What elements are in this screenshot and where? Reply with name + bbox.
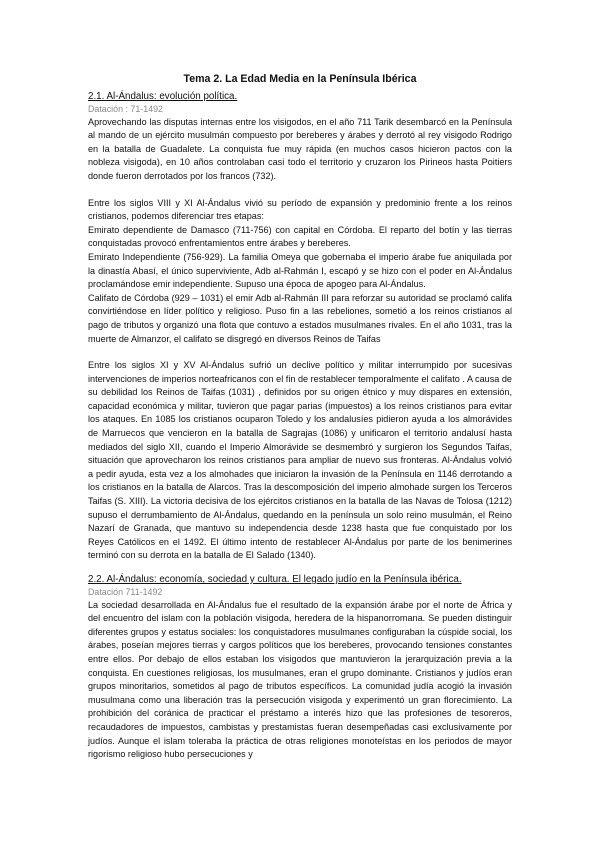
section-2 [88, 573, 512, 762]
paragraph: Emirato dependiente de Damasco (711-756) con capital en Córdoba. El reparto del botín y las tierras conquistadas provocó enfrentamientos entre árabes y bereberes. [88, 224, 512, 249]
paragraph: La sociedad desarrollada en Al-Ándalus fue el resultado de la expansión árabe por el norte de África y del encuentro del islam con la población visigoda, heredera de la hispanorromana. Se pueden distinguir diferentes grupos y estatus sociales: los conquistadores musulmanes configuraban la cúspide social, los árabes, poseían mejores tierras y cargos políticos que los bereberes, provocando tensiones constantes entre ellos. Por debajo de ellos estaban los visigodos que mantuvieron la jerarquización previa a la conquista. En cuestiones religiosas, los musulmanes, eran el grupo dominante. Cristianos y judíos eran grupos minoritarios, sometidos al pago de tributos específicos. La comunidad judía acogió la invasión musulmana como una liberación tras la persecución visigoda y experimentó un gran florecimiento. La prohibición del coránica de practicar el préstamo a interés hizo que las profesiones de tesoreros, recaudadores de impuestos, cambistas y prestamistas fueran desempeñadas casi exclusivamente por judíos. Aunque el islam toleraba la práctica de otras religiones monoteístas en los periodos de mayor rigorismo religioso hubo persecuciones y [88, 599, 512, 760]
paragraph: Emirato Independiente (756-929). La familia Omeya que gobernaba el imperio árabe fue aniquilada por la dinastía Abasí, el único superviviente, Adb al-Rahmán I, escapó y se hizo con el poder en Al-Ándalus proclamándose emir independiente. Supuso una época de apogeo para Al-Ándalus. [88, 251, 512, 290]
paragraph: Entre los siglos VIII y XI Al-Ándalus vivió su período de expansión y predominio frente a los reinos cristianos, podemos diferenciar tres etapas: [88, 197, 512, 222]
section-heading: 2.1. Al-Ándalus: evolución política. [88, 91, 238, 102]
page-title: Tema 2. La Edad Media en la Península Ibérica [183, 73, 417, 85]
paragraph: Entre los siglos XI y XV Al-Ándalus sufrió un declive político y militar interrumpido por sucesivas intervenciones de imperios norteafricanos con el fin de restablecer temporalmente el califato . A causa de su debilidad los Reinos de Taifas (1031) , definidos por su origen étnico y muy dispares en extensión, capacidad económica y militar, tuvieron que pagar parias (impuestos) a los reinos cristianos para evitar los ataques. En 1085 los cristianos ocuparon Toledo y los andalusíes pidieron ayuda a los almorávides de Marruecos que vencieron en la batalla de Sagrajas (1086) y unificaron el territorio andalusí hasta mediados del siglo XII, cuando el Imperio Almorávide se desmembró y surgieron los Segundos Taifas, situación que aprovecharon los reinos cristianos para ampliar de nuevo sus fronteras. Al-Ándalus volvió a pedir ayuda, esta vez a los almohades que iniciaron la invasión de la Península en 1146 derrotando a los cristianos en la batalla de Alarcos. Tras la descomposición del imperio almohade surgen los Terceros Taifas (S. XIII). La victoria decisiva de los ejércitos cristianos en la batalla de las Navas de Tolosa (1212) supuso el derrumbamiento de Al-Ándalus, quedando en la península un solo reino musulmán, el Reino Nazarí de Granada, que mantuvo su independencia desde 1238 hasta que fue conquistado por los Reyes Católicos en el 1492. El último intento de restablecer Al-Ándalus por parte de los benimerines terminó con su derrota en la batalla de El Salado (1340). [88, 360, 512, 561]
section-1 [88, 90, 512, 563]
paragraph: Aprovechando las disputas internas entre los visigodos, en el año 711 Tarik desembarcó en la Península al mando de un ejército musulmán compuesto por bereberes y árabes y derrotó al rey visigodo Rodrigo en la batalla de Guadalete. La conquista fue muy rápida (en muchos casos hicieron pactos con la nobleza visigoda), en 10 años controlaban casi todo el territorio y cruzaron los Pirineos hasta Poitiers donde fueron derrotados por los francos (732). [88, 116, 512, 181]
section-heading: 2.2. Al-Ándalus: economía, sociedad y cultura. El legado judío en la Península ibérica. [88, 574, 462, 585]
section-dating: Datación : 71-1492 [88, 104, 163, 114]
paragraph: Califato de Córdoba (929 – 1031) el emir Adb al-Rahmán III para reforzar su autoridad se proclamó califa convirtiéndose en líder político y religioso. Puso fin a las rebeliones, sometió a los reinos cristianos al pago de tributos y organizó una flota que contuvo a estados musulmanes rivales. En el año 1031, tras la muerte de Almanzor, el califato se disgregó en diversos Reinos de Taifas [88, 292, 512, 344]
section-dating: Datación 711-1492 [88, 587, 163, 597]
